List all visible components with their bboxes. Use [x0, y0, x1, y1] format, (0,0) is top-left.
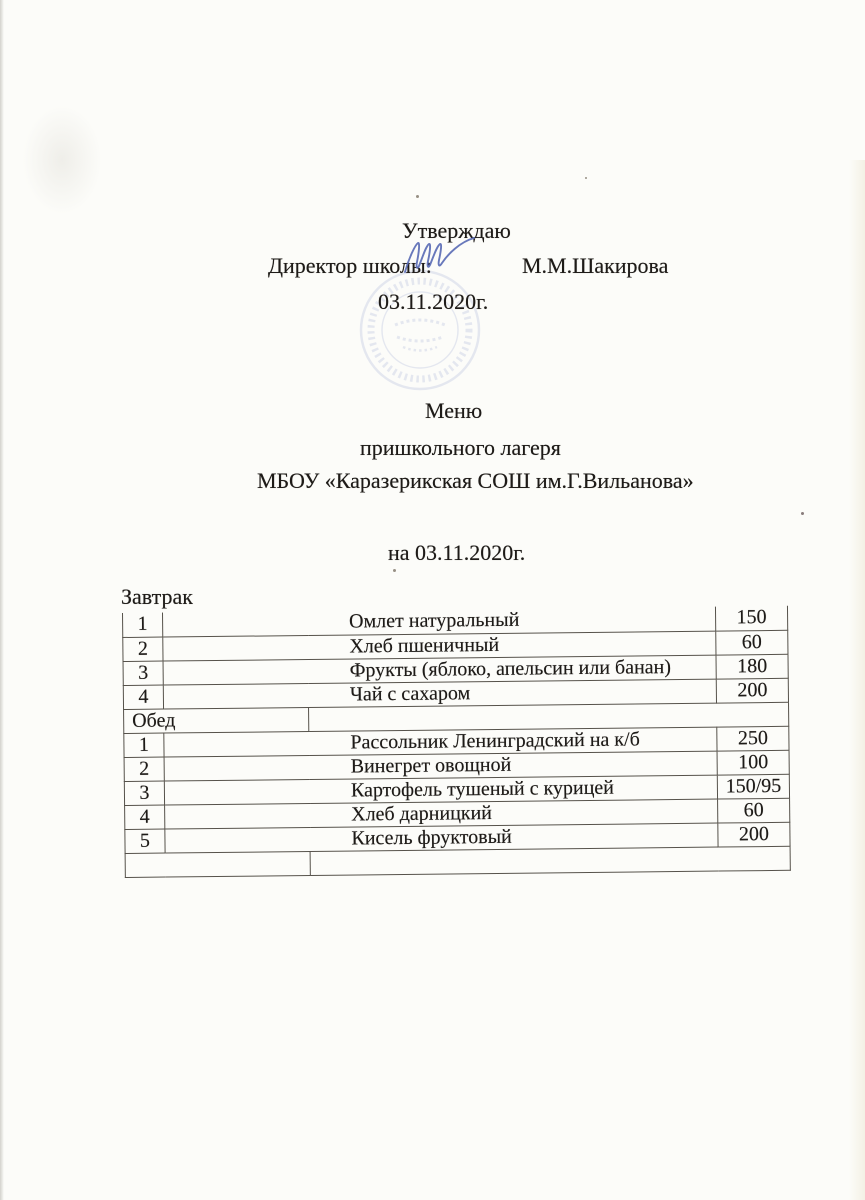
doc-title: Меню — [425, 398, 483, 423]
dish-name-cell: Рассольник Ленинградский на к/б — [164, 727, 717, 757]
amount-cell: 200 — [716, 678, 788, 703]
amount-cell: 60 — [718, 798, 790, 823]
director-signature-icon — [398, 234, 480, 280]
dish-name-cell: Чай с сахаром — [163, 679, 716, 709]
empty-cell — [125, 851, 310, 877]
row-number-cell: 3 — [123, 661, 163, 685]
row-number-cell: 1 — [124, 733, 164, 757]
director-name: М.М.Шакирова — [522, 253, 669, 278]
dish-name-cell: Картофель тушеный с курицей — [164, 775, 717, 805]
amount-cell: 200 — [718, 822, 790, 847]
amount-cell: 60 — [716, 630, 788, 655]
row-number-cell: 4 — [123, 685, 163, 709]
scan-smudge — [22, 105, 102, 215]
school-name: МБОУ «Каразерикская СОШ им.Г.Вильанова» — [257, 468, 694, 493]
dish-name-cell: Фрукты (яблоко, апельсин или банан) — [163, 655, 716, 685]
amount-cell: 180 — [716, 654, 788, 679]
breakfast-section-label: Завтрак — [121, 584, 193, 609]
approve-label: Утверждаю — [402, 218, 511, 243]
doc-subtitle: пришкольного лагеря — [360, 435, 561, 460]
scan-speck — [801, 512, 804, 515]
scan-streak — [849, 160, 865, 1200]
dish-name-cell: Кисель фруктовый — [165, 823, 718, 853]
director-label: Директор школы: — [268, 253, 432, 278]
amount-cell: 150 — [715, 606, 787, 631]
menu-date: на 03.11.2020г. — [388, 540, 526, 565]
amount-cell: 150/95 — [717, 774, 789, 799]
menu-table — [122, 606, 791, 878]
dish-name-cell: Винегрет овощной — [164, 751, 717, 781]
dish-name-cell: Хлеб пшеничный — [163, 631, 716, 661]
row-number-cell: 5 — [125, 829, 165, 853]
amount-cell: 250 — [717, 726, 789, 751]
scan-speck — [416, 195, 419, 198]
dish-name-cell: Хлеб дарницкий — [165, 799, 718, 829]
lunch-section-label: Обед — [124, 707, 309, 733]
approve-date: 03.11.2020г. — [378, 289, 489, 314]
scan-speck — [393, 569, 396, 572]
row-number-cell: 2 — [123, 637, 163, 661]
row-number-cell: 2 — [124, 757, 164, 781]
row-number-cell: 4 — [125, 805, 165, 829]
dish-name-cell: Омлет натуральный — [162, 607, 715, 637]
row-number-cell: 1 — [122, 613, 162, 637]
row-number-cell: 3 — [124, 781, 164, 805]
amount-cell: 100 — [717, 750, 789, 775]
scan-edge-shadow — [0, 0, 4, 1200]
scan-speck — [585, 177, 587, 179]
empty-cell — [310, 846, 790, 875]
